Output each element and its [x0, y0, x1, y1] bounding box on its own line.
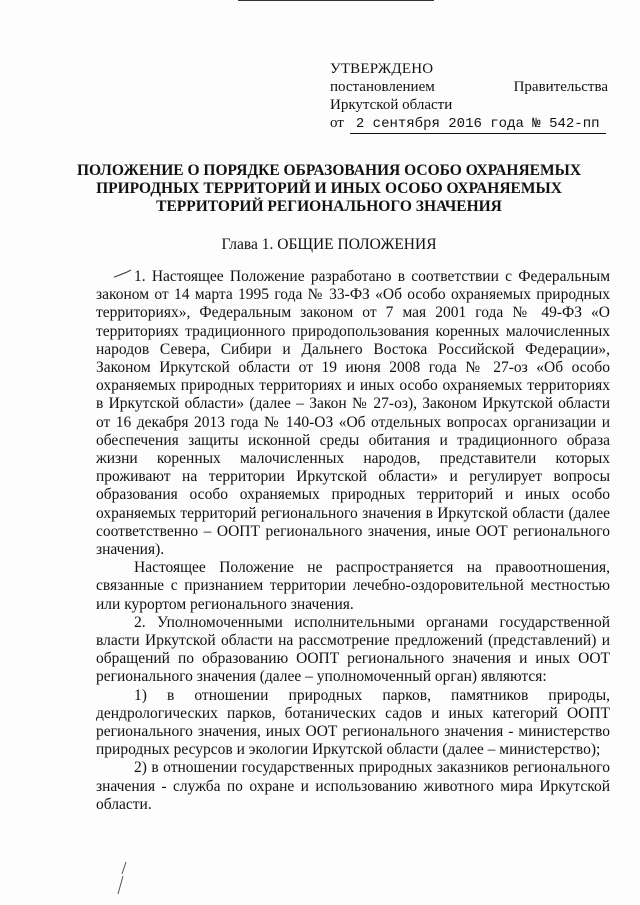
approval-block — [330, 60, 608, 134]
approval-date-value: 2 сентября 2016 года № 542-пп — [350, 115, 606, 134]
paragraph-1: 1. Настоящее Положение разработано в соответствии с Федеральным законом от 14 марта 1995 года № 33-ФЗ «Об особо охраняемых природных территориях», Федеральным законом от 7 мая 2001 года № 49-ФЗ «О территориях традиционного природопользования коренных малочисленных народов Севера, Сибири и Дальнего Востока Российской Федерации», Законом Иркутской области от 19 июня 2008 года № 27-оз «Об особо охраняемых природных территориях и иных особо охраняемых территориях в Иркутской области» (далее – Закон № 27-оз), Законом Иркутской области от 16 декабря 2013 года № 140-ОЗ «Об отдельных вопросах организации и обеспечения защиты исконной среды обитания и традиционного образа жизни коренных малочисленных народов, представители которых проживают на территории Иркутской области» и регулирует вопросы образования особо охраняемых природных территорий и иных особо охраняемых территорий регионального значения в Иркутской области (далее соответственно – ООПТ регионального значения, иные ООТ регионального значения). — [96, 268, 610, 559]
paragraph-2: Настоящее Положение не распространяется на правоотношения, связанные с признанием территории лечебно-оздоровительной местностью или курортом регионального значения. — [96, 559, 610, 613]
approval-line-1-right: Правительства — [513, 79, 608, 95]
chapter-heading: Глава 1. ОБЩИЕ ПОЛОЖЕНИЯ — [221, 236, 437, 253]
margin-pen-mark — [112, 860, 136, 900]
approval-stamp: УТВЕРЖДЕНО — [330, 61, 434, 77]
paragraph-4: 1) в отношении природных парков, памятников природы, дендрологических парков, ботанических садов и иных категорий ООПТ регионального значения, иных ООТ регионального значения - министерство природных ресурсов и экологии Иркутской области (далее – министерство); — [96, 686, 610, 759]
document-body — [96, 268, 610, 814]
document-title: ПОЛОЖЕНИЕ О ПОРЯДКЕ ОБРАЗОВАНИЯ ОСОБО ОХРАНЯЕМЫХ ПРИРОДНЫХ ТЕРРИТОРИЙ И ИНЫХ ОСОБО ОХРАНЯЕМЫХ ТЕРРИТОРИЙ РЕГИОНАЛЬНОГО ЗНАЧЕНИЯ — [76, 162, 582, 215]
approval-date-prefix: от — [330, 115, 344, 131]
paragraph-5: 2) в отношении государственных природных заказников регионального значения - служба по охране и использованию животного мира Иркутской области. — [96, 759, 610, 813]
approval-date-row — [330, 114, 608, 134]
approval-line-1-left: постановлением — [330, 79, 435, 95]
approval-line-1 — [330, 78, 608, 96]
paragraph-3: 2. Уполномоченными исполнительными органами государственной власти Иркутской области на рассмотрение предложений (представлений) и обращений по образованию ООПТ регионального значения и иных ООТ регионального значения (далее – уполномоченный орган) являются: — [96, 613, 610, 686]
top-divider — [238, 0, 434, 1]
approval-line-2: Иркутской области — [330, 97, 453, 113]
